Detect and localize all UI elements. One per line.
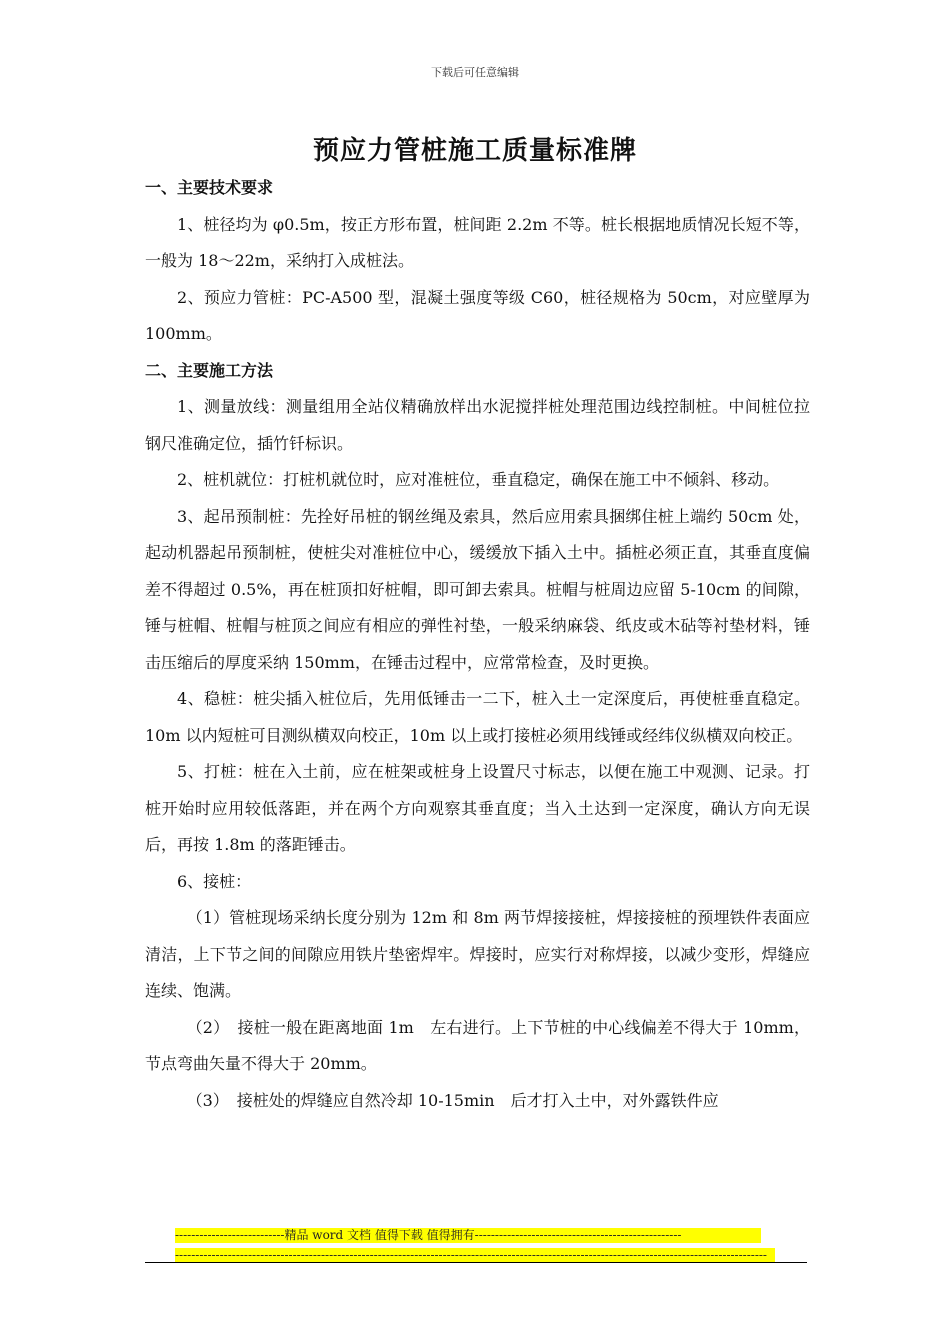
paragraph: 2、桩机就位：打桩机就位时，应对准桩位，垂直稳定，确保在施工中不倾斜、移动。 <box>177 470 780 489</box>
footer-rule <box>145 1262 807 1263</box>
document-title: 预应力管桩施工质量标准牌 <box>312 136 637 166</box>
footer-banner <box>175 1228 775 1262</box>
sub-item: （1）管桩现场采纳长度分别为 12m 和 8m 两节焊接接桩，焊接接桩的预埋铁件表面应清洁，上下节之间的间隙应用铁片垫密焊牢。焊接时，应实行对称焊接，以减少变形，焊缝应连续、饱满。 <box>145 908 810 1000</box>
paragraph: 6、接桩： <box>177 871 252 891</box>
paragraph: 5、打桩：桩在入土前，应在桩架或桩身上设置尺寸标志，以便在施工中观测、记录。打桩开始时应用较低落距，并在两个方向观察其垂直度；当入土达到一定深度，确认方向无误后，再按 1.8m 的落距锤击。 <box>145 762 810 854</box>
paragraph: 1、测量放线：测量组用全站仪精确放样出水泥搅拌桩处理范围边线控制桩。中间桩位拉钢尺准确定位，插竹钎标识。 <box>145 397 810 453</box>
document-body <box>145 170 810 1119</box>
footer-promo-text: ---------------------------精品 word 文档 值得下载 值得拥有--------------------------------------------------- <box>175 1228 761 1243</box>
paragraph: 3、起吊预制桩：先拴好吊桩的钢丝绳及索具，然后应用索具捆绑住桩上端约 50cm 处，起动机器起吊预制桩，使桩尖对准桩位中心，缓缓放下插入土中。插桩必须正直，其垂直度偏差不得超过 0.5%，再在桩顶扣好桩帽，即可卸去索具。桩帽与桩周边应留 5-10cm 的间隙，锤与桩帽、桩帽与桩顶之间应有相应的弹性衬垫，一般采纳麻袋、纸皮或木砧等衬垫材料，锤击压缩后的厚度采纳 150mm，在锤击过程中，应常常检查，及时更换。 <box>145 506 810 672</box>
paragraph: 1、桩径均为 φ0.5m，按正方形布置，桩间距 2.2m 不等。桩长根据地质情况长短不等，一般为 18～22m，采纳打入成桩法。 <box>145 214 810 270</box>
sub-item: （3） 接桩处的焊缝应自然冷却 10-15min 后才打入土中，对外露铁件应 <box>186 1090 719 1110</box>
footer-dash-line: -------------------------------------------------------------------------------------------------------------------------------------------------- <box>175 1248 775 1262</box>
paragraph: 4、稳桩：桩尖插入桩位后，先用低锤击一二下，桩入土一定深度后，再使桩垂直稳定。10m 以内短桩可目测纵横双向校正，10m 以上或打接桩必须用线锤或经纬仪纵横双向校正。 <box>145 689 810 745</box>
page-header: 下载后可任意编辑 <box>431 66 519 79</box>
section-heading-1: 一、主要技术要求 <box>145 178 274 197</box>
paragraph: 2、预应力管桩：PC-A500 型，混凝土强度等级 C60，桩径规格为 50cm，对应壁厚为 100mm。 <box>145 287 810 343</box>
sub-item: （2） 接桩一般在距离地面 1m 左右进行。上下节桩的中心线偏差不得大于 10mm，节点弯曲矢量不得大于 20mm。 <box>145 1017 810 1073</box>
section-heading-2: 二、主要施工方法 <box>145 360 274 380</box>
